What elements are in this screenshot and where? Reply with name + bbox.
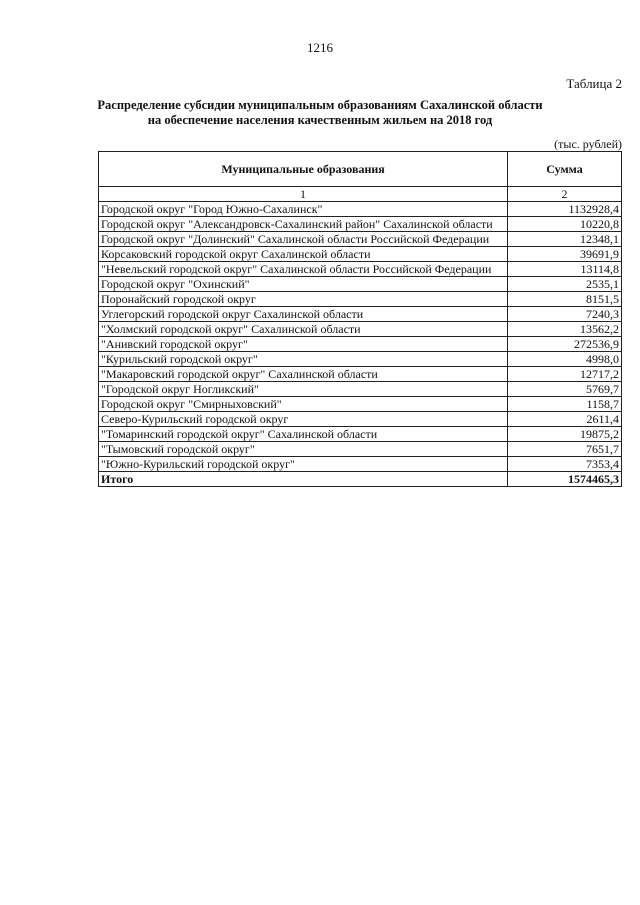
municipality-name: "Макаровский городской округ" Сахалинской области [99, 367, 508, 382]
subsidy-sum: 1158,7 [508, 397, 622, 412]
total-label: Итого [99, 472, 508, 487]
subsidy-sum: 12348,1 [508, 232, 622, 247]
document-title [80, 98, 560, 128]
subsidy-sum: 272536,9 [508, 337, 622, 352]
subsidy-sum: 2611,4 [508, 412, 622, 427]
subsidy-sum: 39691,9 [508, 247, 622, 262]
total-sum: 1574465,3 [508, 472, 622, 487]
table-row [99, 412, 622, 427]
table-label: Таблица 2 [566, 76, 622, 91]
table-row [99, 277, 622, 292]
table-row [99, 352, 622, 367]
column-number-1: 1 [99, 187, 508, 202]
table-header-row [99, 152, 622, 187]
subsidy-sum: 8151,5 [508, 292, 622, 307]
subsidy-sum: 5769,7 [508, 382, 622, 397]
municipality-name: Городской округ "Город Южно-Сахалинск" [99, 202, 508, 217]
title-line-1: Распределение субсидии муниципальным образованиям Сахалинской области [97, 98, 543, 112]
table-row [99, 382, 622, 397]
table-row [99, 457, 622, 472]
table-row [99, 217, 622, 232]
table-row [99, 292, 622, 307]
municipality-name: "Анивский городской округ" [99, 337, 508, 352]
table-row [99, 322, 622, 337]
municipality-name: Городской округ "Охинский" [99, 277, 508, 292]
subsidy-sum: 19875,2 [508, 427, 622, 442]
subsidy-sum: 2535,1 [508, 277, 622, 292]
municipality-name: Северо-Курильский городской округ [99, 412, 508, 427]
subsidy-sum: 13114,8 [508, 262, 622, 277]
table-row [99, 397, 622, 412]
subsidy-sum: 13562,2 [508, 322, 622, 337]
municipality-name: "Холмский городской округ" Сахалинской области [99, 322, 508, 337]
subsidy-sum: 7651,7 [508, 442, 622, 457]
subsidy-sum: 4998,0 [508, 352, 622, 367]
municipality-name: "Томаринский городской округ" Сахалинской области [99, 427, 508, 442]
header-sum: Сумма [508, 152, 622, 187]
table-row [99, 442, 622, 457]
municipality-name: Корсаковский городской округ Сахалинской области [99, 247, 508, 262]
page-number: 1216 [307, 40, 333, 55]
units-label: (тыс. рублей) [554, 137, 622, 151]
table-row [99, 427, 622, 442]
table-row [99, 262, 622, 277]
municipality-name: Городской округ "Александровск-Сахалинский район" Сахалинской области [99, 217, 508, 232]
table-row [99, 247, 622, 262]
subsidy-sum: 7240,3 [508, 307, 622, 322]
table-row [99, 232, 622, 247]
table-row [99, 307, 622, 322]
subsidy-sum: 1132928,4 [508, 202, 622, 217]
title-line-2: на обеспечение населения качественным жильем на 2018 год [147, 113, 493, 127]
municipality-name: "Невельский городской округ" Сахалинской области Российской Федерации [99, 262, 508, 277]
header-municipalities: Муниципальные образования [99, 152, 508, 187]
municipality-name: Городской округ "Смирныховский" [99, 397, 508, 412]
table-row [99, 202, 622, 217]
municipality-name: Городской округ "Долинский" Сахалинской области Российской Федерации [99, 232, 508, 247]
subsidy-sum: 12717,2 [508, 367, 622, 382]
municipality-name: Углегорский городской округ Сахалинской области [99, 307, 508, 322]
municipality-name: "Южно-Курильский городской округ" [99, 457, 508, 472]
municipality-name: "Курильский городской округ" [99, 352, 508, 367]
municipality-name: Поронайский городской округ [99, 292, 508, 307]
table-row [99, 367, 622, 382]
subsidy-sum: 7353,4 [508, 457, 622, 472]
subsidy-sum: 10220,8 [508, 217, 622, 232]
column-number-row [99, 187, 622, 202]
table-row [99, 337, 622, 352]
table-body [99, 202, 622, 472]
municipality-name: "Тымовский городской округ" [99, 442, 508, 457]
total-row [99, 472, 622, 487]
column-number-2: 2 [508, 187, 622, 202]
subsidy-table [98, 151, 622, 487]
municipality-name: "Городской округ Ногликский" [99, 382, 508, 397]
